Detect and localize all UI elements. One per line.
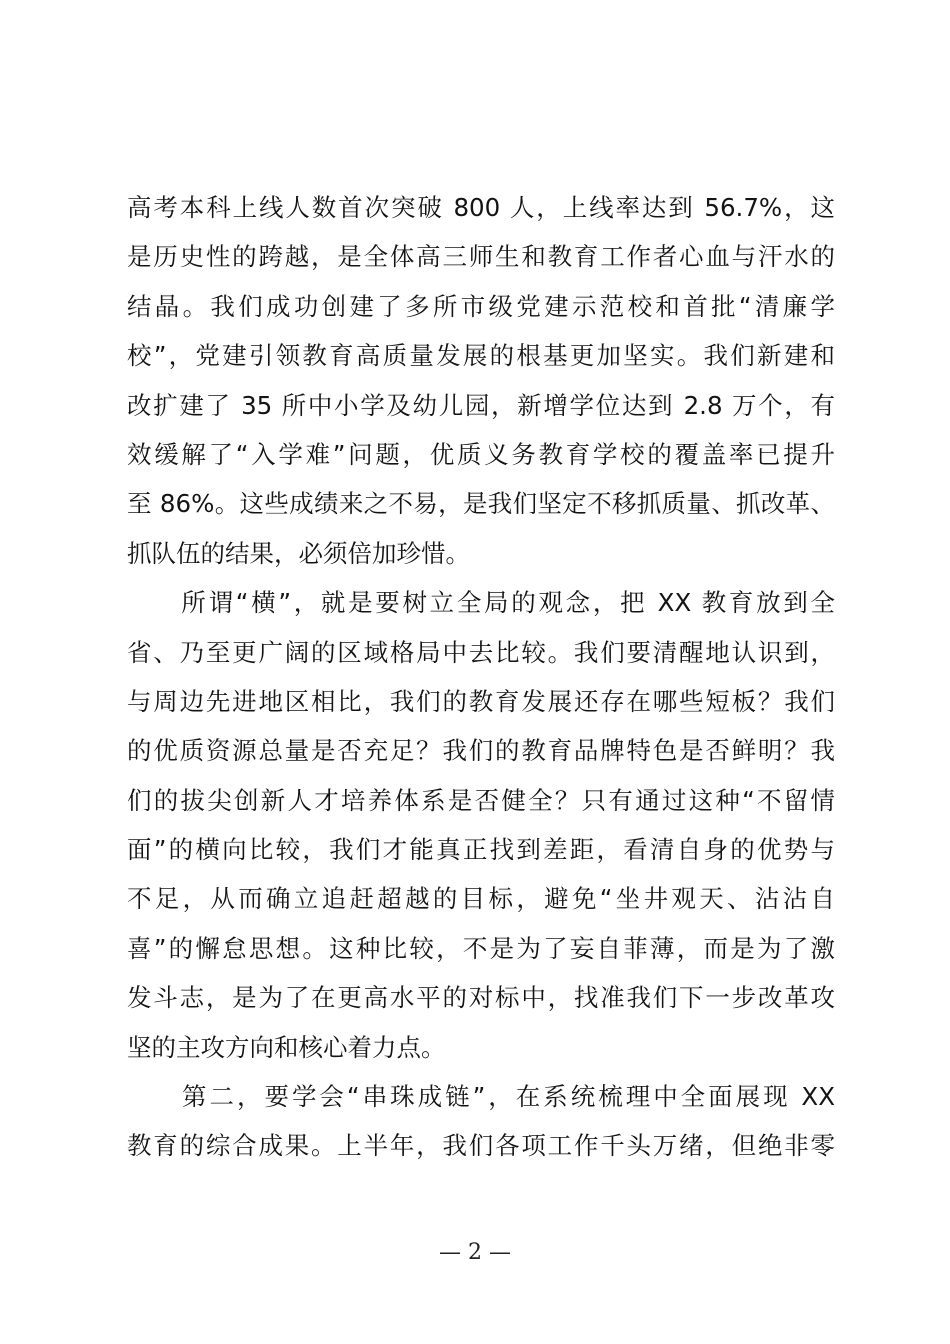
text-line: 至 86%。这些成绩来之不易，是我们坚定不移抓质量、抓改革、 <box>127 489 835 519</box>
text-line: 喜”的懈怠思想。这种比较，不是为了妄自菲薄，而是为了激 <box>127 933 835 963</box>
text-line: 省、乃至更广阔的区域格局中去比较。我们要清醒地认识到， <box>127 637 835 667</box>
text-line: 的优质资源总量是否充足？我们的教育品牌特色是否鲜明？我 <box>127 736 835 766</box>
text-line: 所谓“横”，就是要树立全局的观念，把 XX 教育放到全 <box>127 588 835 618</box>
text-line: 第二，要学会“串珠成链”，在系统梳理中全面展现 XX <box>127 1082 835 1112</box>
text-line: 抓队伍的结果，必须倍加珍惜。 <box>127 538 470 568</box>
text-line: 高考本科上线人数首次突破 800 人，上线率达到 56.7%，这 <box>127 193 835 222</box>
text-line: 发斗志，是为了在更高水平的对标中，找准我们下一步改革攻 <box>127 983 835 1013</box>
text-line: 教育的综合成果。上半年，我们各项工作千头万绪，但绝非零 <box>127 1131 835 1161</box>
text-line: 是历史性的跨越，是全体高三师生和教育工作者心血与汗水的 <box>127 242 835 272</box>
body-text <box>127 183 835 1171</box>
text-line: 面”的横向比较，我们才能真正找到差距，看清自身的优势与 <box>127 835 835 865</box>
text-line: 校”，党建引领教育高质量发展的根基更加坚实。我们新建和 <box>127 341 835 371</box>
page-number: — 2 — <box>439 1240 511 1265</box>
text-line: 与周边先进地区相比，我们的教育发展还存在哪些短板？我们 <box>127 686 835 716</box>
text-line: 改扩建了 35 所中小学及幼儿园，新增学位达到 2.8 万个，有 <box>127 390 835 420</box>
text-line: 结晶。我们成功创建了多所市级党建示范校和首批“清廉学 <box>127 291 835 321</box>
text-line: 效缓解了“入学难”问题，优质义务教育学校的覆盖率已提升 <box>127 439 835 469</box>
text-line: 不足，从而确立追赶超越的目标，避免“坐井观天、沾沾自 <box>127 884 835 914</box>
text-line: 们的拔尖创新人才培养体系是否健全？只有通过这种“不留情 <box>127 785 835 815</box>
text-line: 坚的主攻方向和核心着力点。 <box>127 1032 446 1062</box>
